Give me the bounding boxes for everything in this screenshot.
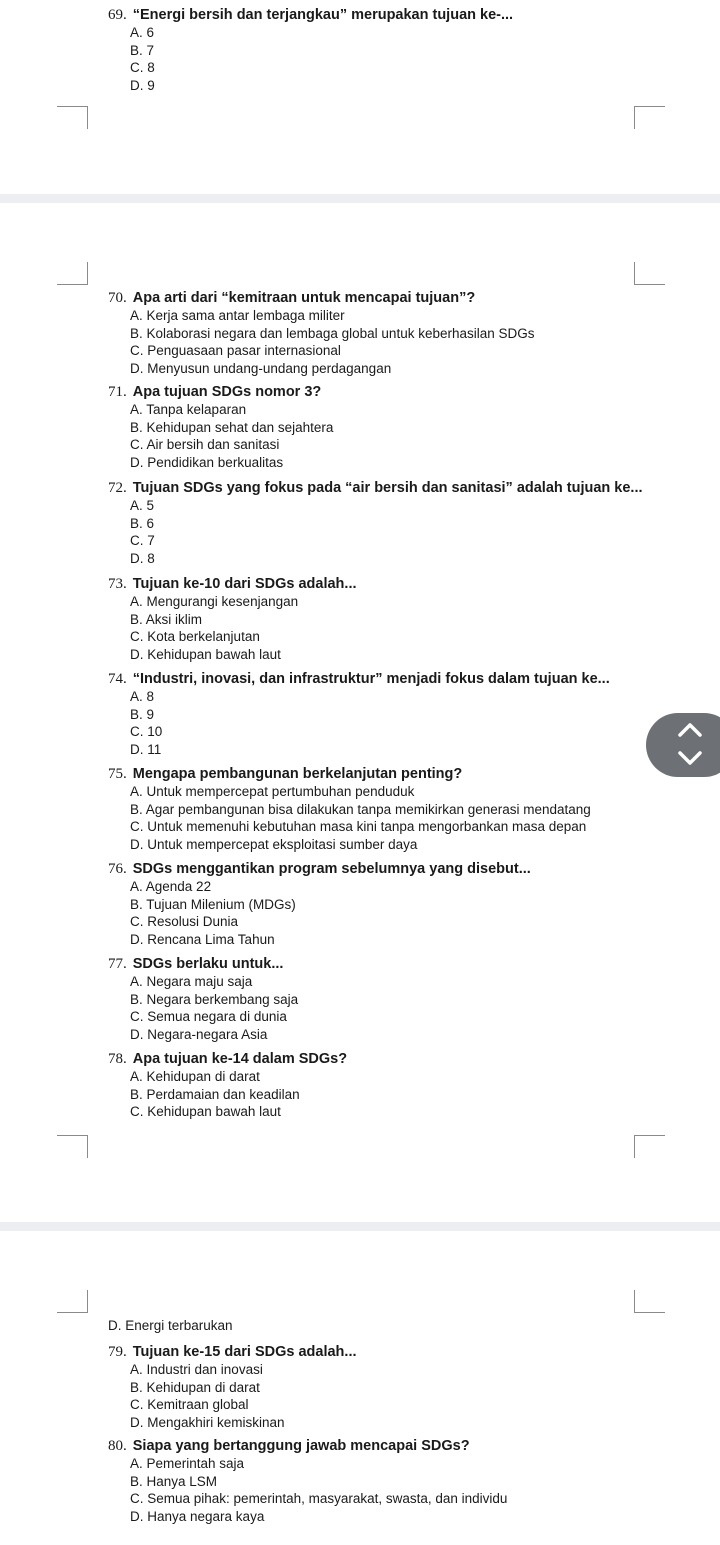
option: B. Agar pembangunan bisa dilakukan tanpa memikirkan generasi mendatang	[130, 801, 591, 817]
question-number: 76.	[108, 861, 127, 877]
option: A. Agenda 22	[130, 879, 212, 894]
question-text: Mengapa pembangunan berkelanjutan penting?	[132, 766, 463, 782]
option: B. Tujuan Milenium (MDGs)	[130, 896, 296, 912]
question-text: Tujuan ke-15 dari SDGs adalah...	[132, 1344, 357, 1360]
option: C. 8	[130, 60, 155, 75]
crop-mark	[634, 262, 665, 285]
question-number: 73.	[108, 576, 127, 592]
question-text: Siapa yang bertanggung jawab mencapai SDGs?	[132, 1438, 470, 1454]
crop-mark	[57, 1135, 88, 1158]
option: C. Kemitraan global	[130, 1397, 249, 1412]
question-number: 79.	[108, 1344, 127, 1360]
option: B. Perdamaian dan keadilan	[130, 1086, 300, 1102]
option: C. Air bersih dan sanitasi	[130, 437, 280, 452]
question-number: 80.	[108, 1438, 127, 1454]
option: C. Semua pihak: pemerintah, masyarakat, swasta, dan individu	[130, 1491, 508, 1506]
question-text: Tujuan ke-10 dari SDGs adalah...	[132, 576, 357, 592]
option: D. Pendidikan berkualitas	[130, 454, 284, 470]
crop-mark	[634, 106, 665, 129]
question-number: 69.	[108, 7, 127, 23]
option: B. Aksi iklim	[130, 611, 203, 627]
question-text: “Energi bersih dan terjangkau” merupakan tujuan ke-...	[132, 7, 514, 23]
question-80	[108, 1437, 708, 1525]
question-number: 70.	[108, 290, 127, 306]
question-text: Apa tujuan SDGs nomor 3?	[132, 384, 322, 400]
question-73	[108, 575, 708, 663]
question-72	[108, 479, 708, 567]
option: A. Kehidupan di darat	[130, 1069, 260, 1084]
question-text: Apa tujuan ke-14 dalam SDGs?	[132, 1051, 348, 1067]
question-76	[108, 860, 708, 948]
question-79	[108, 1343, 708, 1431]
option: A. Tanpa kelaparan	[130, 402, 247, 417]
option: C. Untuk memenuhi kebutuhan masa kini tanpa mengorbankan masa depan	[130, 819, 587, 834]
chevron-up-icon[interactable]	[676, 721, 704, 739]
crop-mark	[57, 1290, 88, 1313]
question-71	[108, 383, 708, 471]
question-70	[108, 289, 708, 377]
option: A. Negara maju saja	[130, 974, 253, 989]
option: B. Kolaborasi negara dan lembaga global untuk keberhasilan SDGs	[130, 325, 535, 341]
option: C. 7	[130, 533, 155, 548]
option: C. Penguasaan pasar internasional	[130, 343, 341, 358]
option: D. Rencana Lima Tahun	[130, 931, 275, 947]
option: B. 6	[130, 515, 155, 531]
option: A. 6	[130, 25, 155, 40]
question-number: 75.	[108, 766, 127, 782]
option: C. Kehidupan bawah laut	[130, 1104, 281, 1119]
option: C. Semua negara di dunia	[130, 1009, 287, 1024]
option: D. Negara-negara Asia	[130, 1026, 268, 1042]
crop-mark	[634, 1290, 665, 1313]
option: D. Hanya negara kaya	[130, 1508, 265, 1524]
question-number: 72.	[108, 480, 127, 496]
question-74	[108, 670, 708, 758]
question-number: 77.	[108, 956, 127, 972]
option: C. Resolusi Dunia	[130, 914, 239, 929]
crop-mark	[57, 106, 88, 129]
question-77	[108, 955, 708, 1043]
crop-mark	[634, 1135, 665, 1158]
option: B. 7	[130, 42, 155, 58]
crop-mark	[57, 262, 88, 285]
question-number: 78.	[108, 1051, 127, 1067]
option: B. Hanya LSM	[130, 1473, 218, 1489]
option: A. Kerja sama antar lembaga militer	[130, 308, 345, 323]
question-number: 74.	[108, 671, 127, 687]
question-number: 71.	[108, 384, 127, 400]
option: B. Kehidupan di darat	[130, 1379, 260, 1395]
question-text: Tujuan SDGs yang fokus pada “air bersih dan sanitasi” adalah tujuan ke...	[132, 480, 643, 496]
question-text: SDGs berlaku untuk...	[132, 956, 284, 972]
option: D. Untuk mempercepat eksploitasi sumber daya	[130, 836, 418, 852]
option: D. 11	[130, 741, 162, 757]
option: D. 8	[130, 550, 155, 566]
option: D. Kehidupan bawah laut	[130, 646, 281, 662]
option: A. 5	[130, 498, 155, 513]
option: B. Negara berkembang saja	[130, 991, 299, 1007]
continued-option: D. Energi terbarukan	[108, 1318, 233, 1333]
option: D. 9	[130, 77, 155, 93]
option: D. Mengakhiri kemiskinan	[130, 1414, 285, 1430]
question-69	[108, 6, 708, 94]
question-text: “Industri, inovasi, dan infrastruktur” menjadi fokus dalam tujuan ke...	[132, 671, 610, 687]
question-78	[108, 1050, 708, 1121]
option: C. 10	[130, 724, 163, 739]
option: A. 8	[130, 689, 155, 704]
question-text: SDGs menggantikan program sebelumnya yang disebut...	[132, 861, 531, 877]
question-text: Apa arti dari “kemitraan untuk mencapai tujuan”?	[132, 290, 476, 306]
page-nav-pill	[646, 713, 720, 777]
option: D. Menyusun undang-undang perdagangan	[130, 360, 392, 376]
option: A. Untuk mempercepat pertumbuhan penduduk	[130, 784, 415, 799]
option: A. Industri dan inovasi	[130, 1362, 263, 1377]
option: A. Pemerintah saja	[130, 1456, 245, 1471]
page-divider	[0, 194, 720, 203]
option: B. Kehidupan sehat dan sejahtera	[130, 419, 334, 435]
page-divider	[0, 1222, 720, 1231]
option: C. Kota berkelanjutan	[130, 629, 260, 644]
option: B. 9	[130, 706, 155, 722]
option: A. Mengurangi kesenjangan	[130, 594, 299, 609]
question-75	[108, 765, 708, 853]
chevron-down-icon[interactable]	[676, 749, 704, 767]
